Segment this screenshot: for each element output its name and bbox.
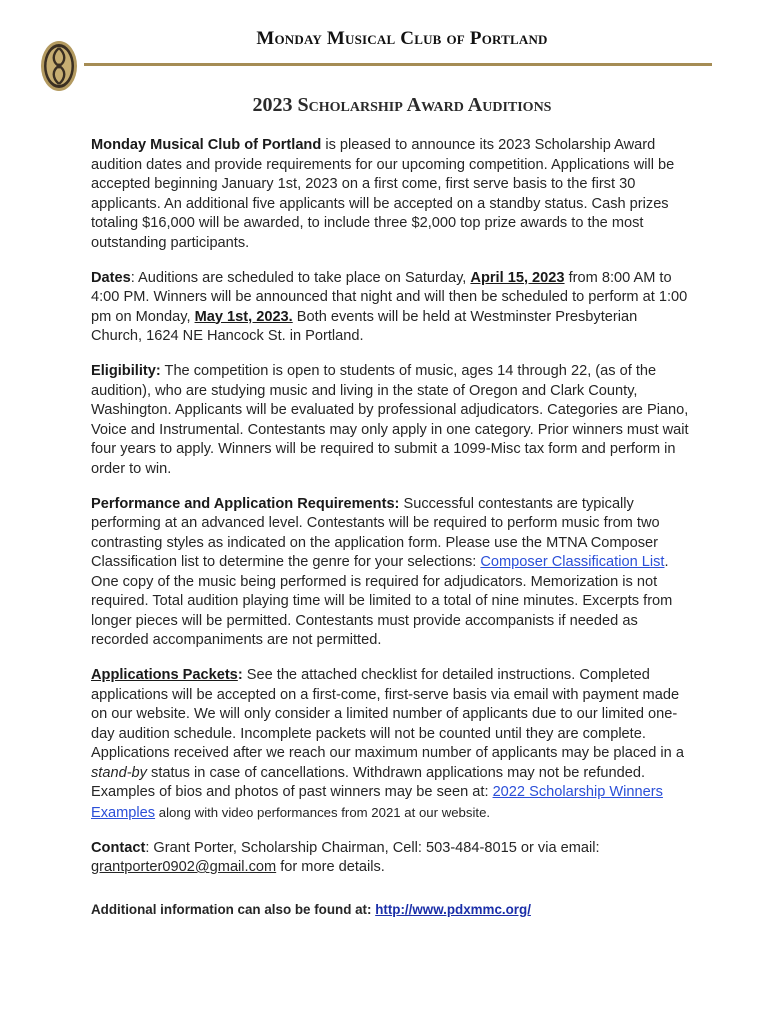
website-link[interactable]: http://www.pdxmmc.org/ (375, 901, 531, 917)
org-name: Monday Musical Club of Portland (256, 28, 548, 49)
performance-text-1: Successful contestants are typically performing at an advanced level. Contestants will be required to perform music from two contrasting styles as indicated on the application form. Please use the MTNA Composer Classification list to determine the genre for your selections: (91, 495, 660, 570)
contact-text-2: for more details. (276, 859, 385, 875)
document-body (91, 136, 691, 919)
intro-lead: Monday Musical Club of Portland (91, 137, 322, 153)
contact-text-1: : Grant Porter, Scholarship Chairman, Cell: 503-484-8015 or via email: (145, 839, 600, 856)
performance-date: May 1st, 2023. (194, 308, 293, 325)
contact-label: Contact (91, 839, 146, 856)
contact-email-link[interactable]: grantporter0902@gmail.com (91, 859, 277, 875)
dates-paragraph (91, 269, 691, 347)
applications-colon: : (237, 667, 243, 683)
audition-date: April 15, 2023 (470, 269, 565, 286)
contact-paragraph (91, 839, 691, 878)
footer-text: Additional information can also be found at: (91, 901, 376, 917)
eligibility-paragraph (91, 362, 691, 479)
dates-label: Dates (91, 269, 131, 286)
intro-paragraph (91, 136, 691, 253)
eligibility-label: Eligibility: (91, 363, 161, 379)
applications-text-1: See the attached checklist for detailed instructions. Completed applications will be accepted on a first-come, first-serve basis via email with payment made on our website. We will only consider a limited number of applicants due to our limited one-day audition schedule. Incomplete packets will not be counted until they are complete. Applications received after we reach our maximum number of applicants may be placed in a (91, 667, 684, 761)
composer-classification-link[interactable]: Composer Classification List (480, 554, 665, 570)
applications-text-3: along with video performances from 2021 at our website. (155, 804, 491, 820)
winners-examples-link[interactable]: 2022 Scholarship Winners Examples (91, 784, 663, 821)
performance-text-2: . One copy of the music being performed is required for adjudicators. Memorization is not required. Total audition playing time will be limited to a total of nine minutes. Excerpts from longer pieces will be permitted. Contestants must provide accompanists if needed as recorded accompaniments are not permitted. (91, 554, 673, 648)
dates-text-2: from 8:00 AM to 4:00 PM. Winners will be announced that night and will then be scheduled to perform at 1:00 pm on Monday, (91, 269, 688, 325)
header-divider (84, 63, 712, 66)
performance-label: Performance and Application Requirements: (91, 495, 400, 512)
standby-text: stand-by (91, 764, 147, 781)
applications-text-2: status in case of cancellations. Withdrawn applications may not be refunded. Examples of bios and photos of past winners may be seen at: (91, 764, 646, 800)
dates-text-1: : Auditions are scheduled to take place on Saturday, (130, 269, 471, 286)
eligibility-text: The competition is open to students of music, ages 14 through 22, (as of the audition), who are studying music and living in the state of Oregon and Clark County, Washington. Applicants will be evaluated by professional adjudicators. Categories are Piano, Voice and Instrumental. Contestants may only apply in one category. Prior winners must wait four years to apply. Winners will be required to submit a 1099-Misc tax form and perform in order to win. (91, 363, 689, 477)
applications-label: Applications Packets (91, 667, 238, 683)
applications-paragraph (91, 666, 691, 823)
performance-paragraph (91, 495, 691, 651)
treble-clef-crest-icon (40, 40, 78, 92)
footer-note (91, 900, 691, 920)
intro-text: is pleased to announce its 2023 Scholarship Award audition dates and provide requirements for our upcoming competition. Applications will be accepted beginning January 1st, 2023 on a first come, first serve basis to the first 30 applicants. An additional five applicants will be accepted on a standby status. Cash prizes totaling $16,000 will be awarded, to include three $2,000 top prize awards to the most outstanding participants. (91, 137, 675, 251)
dates-text-3: Both events will be held at Westminster Presbyterian Church, 1624 NE Hancock St. in Portland. (91, 308, 638, 344)
page-title: 2023 Scholarship Award Auditions (252, 94, 552, 116)
